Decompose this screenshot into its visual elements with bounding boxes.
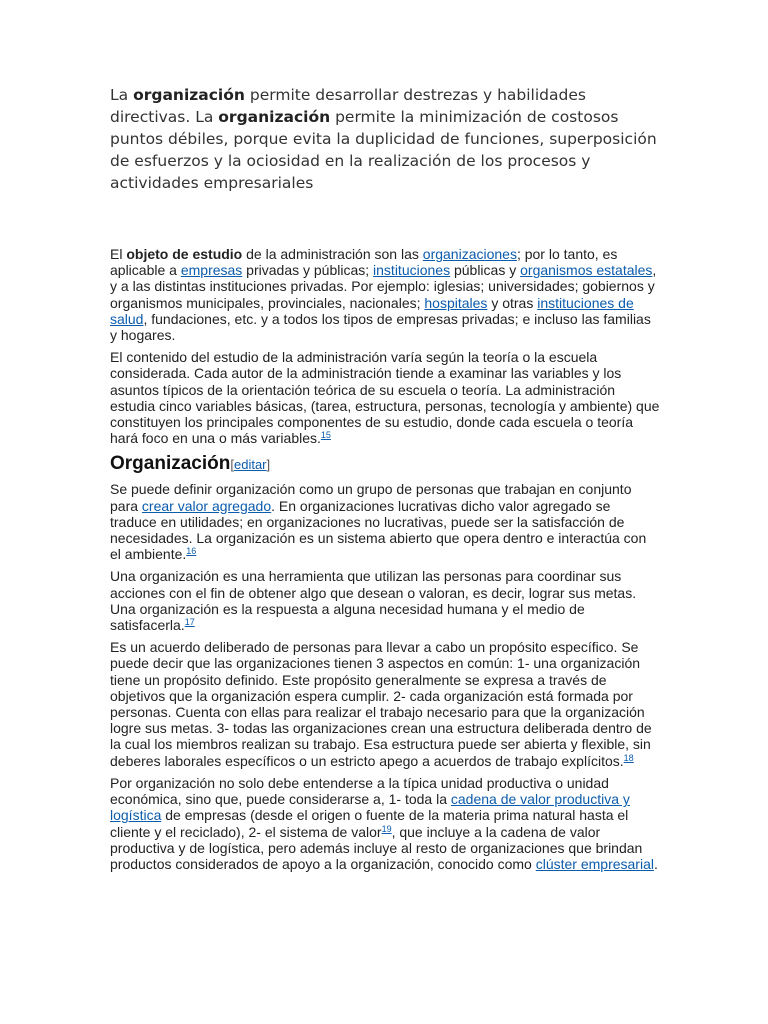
section-heading	[110, 452, 660, 477]
edit-link[interactable]: editar	[233, 457, 267, 473]
citation-link[interactable]: 18	[623, 752, 634, 763]
paragraph-unidad-productiva	[110, 775, 660, 872]
paragraph-text: y otras	[487, 294, 538, 311]
paragraph-definicion	[110, 481, 660, 562]
intro-text: permite desarrollar destrezas y habilidades directivas. La	[110, 86, 586, 126]
link-crear-valor-agregado[interactable]: crear valor agregado	[141, 497, 272, 514]
link-organizaciones[interactable]: organizaciones	[422, 246, 517, 262]
paragraph-text: , que incluye a la cadena de valor productiva y de logística, pero además incluye al resto de organizaciones que brindan productos considerados de apoyo a la organización, conocido como	[110, 823, 643, 872]
edit-bracket: [	[230, 457, 234, 473]
paragraph-text: El	[110, 246, 127, 262]
paragraph-text: de empresas (desde el origen o fuente de la materia prima natural hasta el cliente y el reciclado), 2- el sistema de valor	[110, 807, 629, 840]
link-hospitales[interactable]: hospitales	[424, 294, 488, 311]
intro-bold-term: organización	[133, 86, 245, 104]
citation-ref	[382, 824, 392, 834]
paragraph-text: , fundaciones, etc. y a todos los tipos de empresas privadas; e incluso las familias y hogares.	[110, 310, 651, 344]
intro-paragraph	[110, 84, 660, 194]
paragraph-text: públicas y	[450, 262, 521, 279]
link-instituciones-de-salud[interactable]: instituciones de salud	[110, 294, 634, 327]
link-organismos-estatales[interactable]: organismos estatales	[520, 262, 653, 279]
citation-ref	[321, 430, 331, 440]
paragraph-contenido-estudio	[110, 349, 660, 446]
citation-link[interactable]: 17	[184, 617, 195, 628]
intro-bold-term: organización	[218, 108, 331, 126]
paragraph-acuerdo	[110, 639, 660, 769]
citation-ref	[185, 617, 195, 627]
citation-link[interactable]: 19	[381, 823, 392, 834]
paragraph-text: Una organización es una herramienta que utilizan las personas para coordinar sus acciones con el fin de obtener algo que desean o valoran, es decir, lograr sus metas. Una organización es la respuesta a alguna necesidad humana y el medio de satisfacerla.	[110, 568, 637, 634]
intro-text: permite la minimización de costosos puntos débiles, porque evita la duplicidad de funciones, superposición de esfuerzos y la ociosidad en la realización de los procesos y actividades empresariales	[110, 108, 657, 192]
citation-ref	[186, 546, 196, 556]
intro-text: La	[110, 86, 134, 104]
bold-term: objeto de estudio	[126, 246, 243, 262]
paragraph-text: privadas y públicas;	[242, 262, 374, 279]
link-cadena-de-valor[interactable]: cadena de valor productiva y logística	[110, 791, 630, 824]
link-instituciones[interactable]: instituciones	[373, 262, 451, 279]
citation-link[interactable]: 15	[320, 430, 331, 441]
edit-bracket: ]	[266, 457, 271, 473]
citation-ref	[624, 753, 634, 763]
edit-section	[230, 457, 270, 472]
paragraph-text: Por organización no solo debe entenderse a la típica unidad productiva o unidad económica, sino que, puede considerarse a, 1- toda la	[110, 774, 609, 808]
paragraph-herramienta	[110, 568, 660, 633]
paragraph-text: . En organizaciones lucrativas dicho valor agregado se traduce en utilidades; en organizaciones no lucrativas, puede ser la satisfacción de necesidades. La organización es un sistema abierto que opera dentro e interactúa con el ambiente.	[110, 497, 647, 563]
link-empresas[interactable]: empresas	[180, 262, 243, 279]
document-page	[110, 84, 660, 878]
paragraph-objeto-estudio	[110, 246, 660, 343]
link-cluster-empresarial[interactable]: clúster empresarial	[535, 855, 654, 872]
paragraph-text: ; por lo tanto, es aplicable a	[110, 246, 618, 279]
paragraph-text: El contenido del estudio de la administración varía según la teoría o la escuela considerada. Cada autor de la administración tiende a examinar las variables y los asuntos típicos de la orientación teórica de su escuela o teoría. La administración estudia cinco variables básicas, (tarea, estructura, personas, tecnología y ambiente) que constituyen los principales componentes de su estudio, donde cada escuela o teoría hará foco en una o más variables.	[110, 349, 660, 447]
paragraph-text: , y a las distintas instituciones privadas. Por ejemplo: iglesias; universidades; gobiernos y organismos municipales, provinciales, nacionales;	[110, 262, 657, 311]
citation-link[interactable]: 16	[186, 546, 197, 557]
paragraph-text: Es un acuerdo deliberado de personas para llevar a cabo un propósito específico. Se puede decir que las organizaciones tienen 3 aspectos en común: 1- una organización tiene un propósito definido. Este propósito generalmente se expresa a través de objetivos que la organización espera cumplir. 2- cada organización está formada por personas. Cuenta con ellas para realizar el trabajo necesario para que la organización logre sus metas. 3- todas las organizaciones crean una estructura deliberada dentro de la cual los miembros realizan su trabajo. Esa estructura puede ser abierta y flexible, sin deberes laborales específicos o un estricto apego a acuerdos de trabajo explícitos.	[110, 639, 652, 769]
paragraph-text: Se puede definir organización como un grupo de personas que trabajan en conjunto para	[110, 481, 632, 514]
wiki-excerpt	[110, 246, 660, 872]
paragraph-text: de la administración son las	[242, 246, 423, 262]
section-title: Organización	[110, 453, 231, 475]
paragraph-text: .	[653, 855, 658, 872]
